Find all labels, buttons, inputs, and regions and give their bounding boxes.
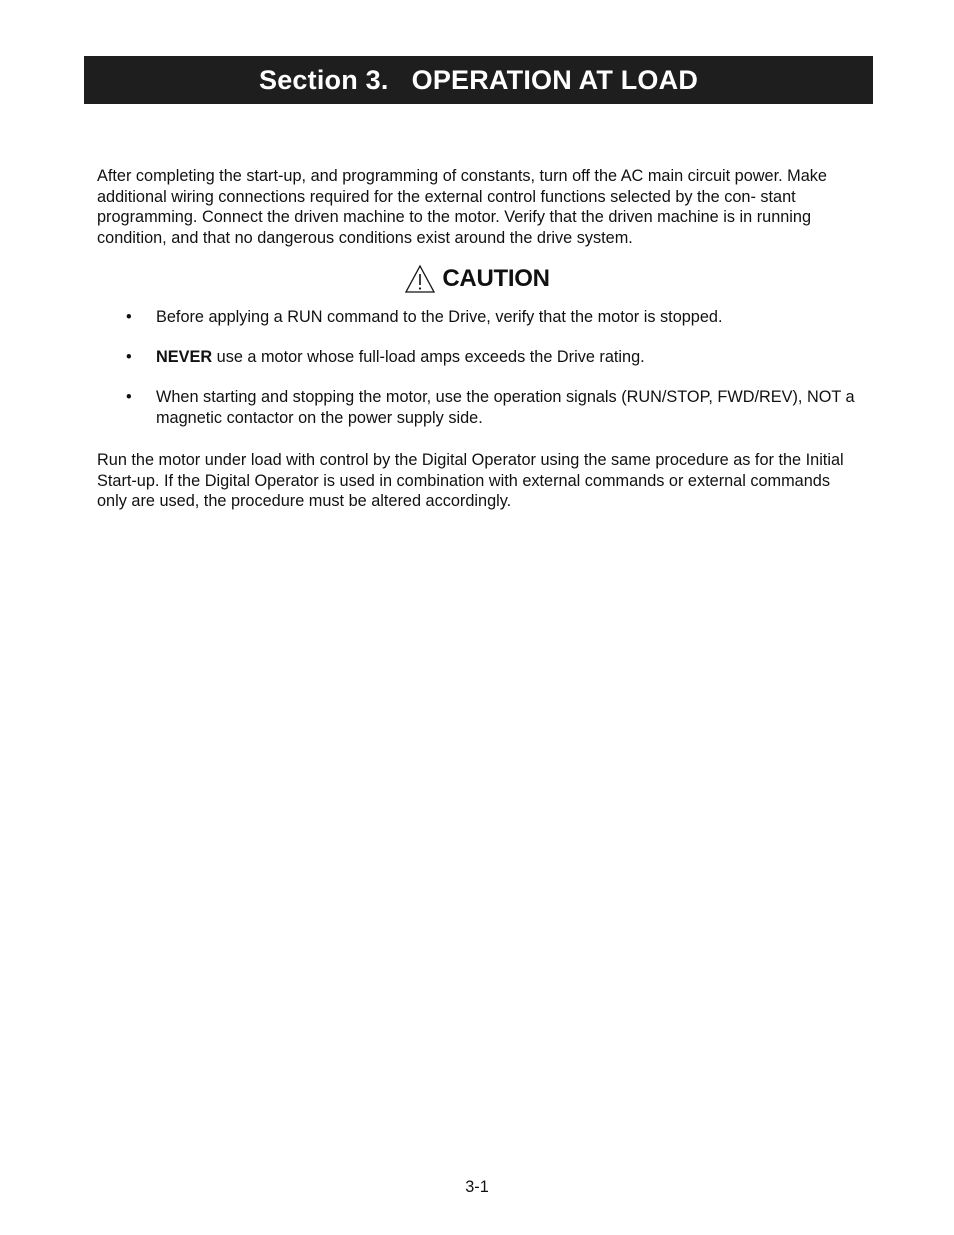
caution-label: CAUTION [442, 265, 550, 292]
page-number: 3-1 [465, 1178, 489, 1196]
bullet-dot: • [126, 348, 132, 366]
bullet-text: Before applying a RUN command to the Drive, verify that the motor is stopped. [156, 308, 723, 326]
final-paragraph: Run the motor under load with control by the Digital Operator using the same procedure as for the Initial Start-up. If the Digital Operator is used in combination with external commands or external commands only are used, the procedure must be altered accordingly. [97, 451, 844, 510]
bullet-text: When starting and stopping the motor, use the operation signals (RUN/STOP, FWD/REV), NOT a magnetic contactor on the power supply side. [156, 388, 855, 427]
caution-heading [0, 264, 954, 294]
bullet-text: NEVER use a motor whose full-load amps exceeds the Drive rating. [156, 348, 645, 366]
warning-triangle-icon [404, 264, 436, 294]
bullet-dot: • [126, 388, 132, 406]
intro-paragraph: After completing the start-up, and programming of constants, turn off the AC main circuit power. Make additional wiring connections required for the external control functions selected by the con- stant programming. Connect the driven machine to the motor. Verify that the driven machine is in running condition, and that no dangerous conditions exist around the drive system. [97, 167, 827, 247]
section-title: Section 3. OPERATION AT LOAD [258, 64, 699, 95]
emphasis-never: NEVER [156, 348, 213, 366]
bullet-dot: • [126, 308, 132, 326]
section-title-bar [84, 56, 873, 104]
